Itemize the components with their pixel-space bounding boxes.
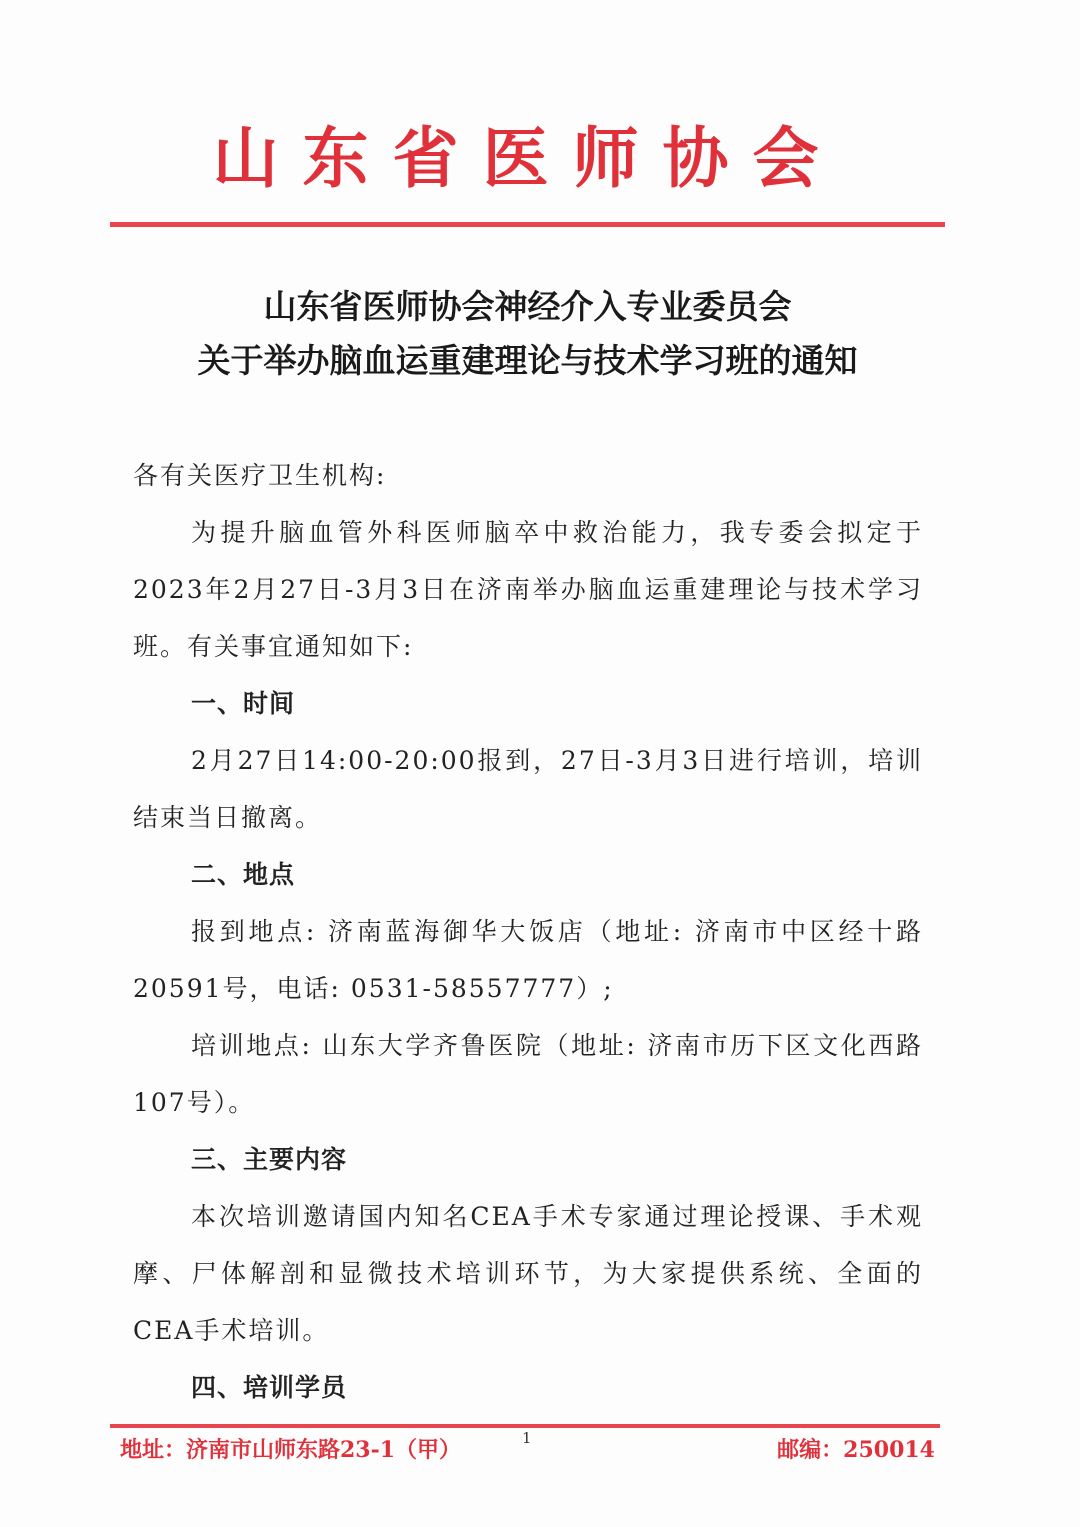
title-line-1: 山东省医师协会神经介入专业委员会 [263, 287, 792, 326]
section-time-paragraph: 2月27日14:00-20:00报到，27日-3月3日进行培训，培训结束当日撤离。 [133, 746, 923, 832]
footer-postcode: 邮编：250014 [777, 1437, 935, 1463]
salutation: 各有关医疗卫生机构: [133, 461, 387, 490]
title-line-2: 关于举办脑血运重建理论与技术学习班的通知 [197, 341, 858, 380]
footer-address: 地址：济南市山师东路23-1（甲） [120, 1437, 462, 1463]
letterhead-org-name: 山东省医师协会 [212, 119, 843, 197]
section-heading-location: 二、地点 [191, 860, 296, 889]
section-location-training-paragraph: 培训地点: 山东大学齐鲁医院（地址: 济南市历下区文化西路107号）。 [133, 1031, 923, 1117]
intro-paragraph: 为提升脑血管外科医师脑卒中救治能力，我专委会拟定于2023年2月27日-3月3日在济南举办脑血运重建理论与技术学习班。有关事宜通知如下: [133, 518, 923, 661]
section-content-paragraph: 本次培训邀请国内知名CEA手术专家通过理论授课、手术观摩、尸体解剖和显微技术培训环节，为大家提供系统、全面的CEA手术培训。 [133, 1202, 923, 1345]
document-body [133, 447, 923, 1416]
section-heading-time: 一、时间 [191, 689, 296, 718]
letterhead-red-rule [110, 222, 945, 227]
section-heading-trainees: 四、培训学员 [191, 1373, 348, 1402]
document-title [100, 280, 955, 388]
section-heading-content: 三、主要内容 [191, 1145, 348, 1174]
page-number: 1 [522, 1429, 532, 1447]
footer-red-rule [110, 1424, 940, 1428]
letterhead-footer [120, 1429, 935, 1473]
section-location-checkin-paragraph: 报到地点: 济南蓝海御华大饭店（地址: 济南市中区经十路20591号，电话: 0531-58557777）; [133, 917, 923, 1003]
